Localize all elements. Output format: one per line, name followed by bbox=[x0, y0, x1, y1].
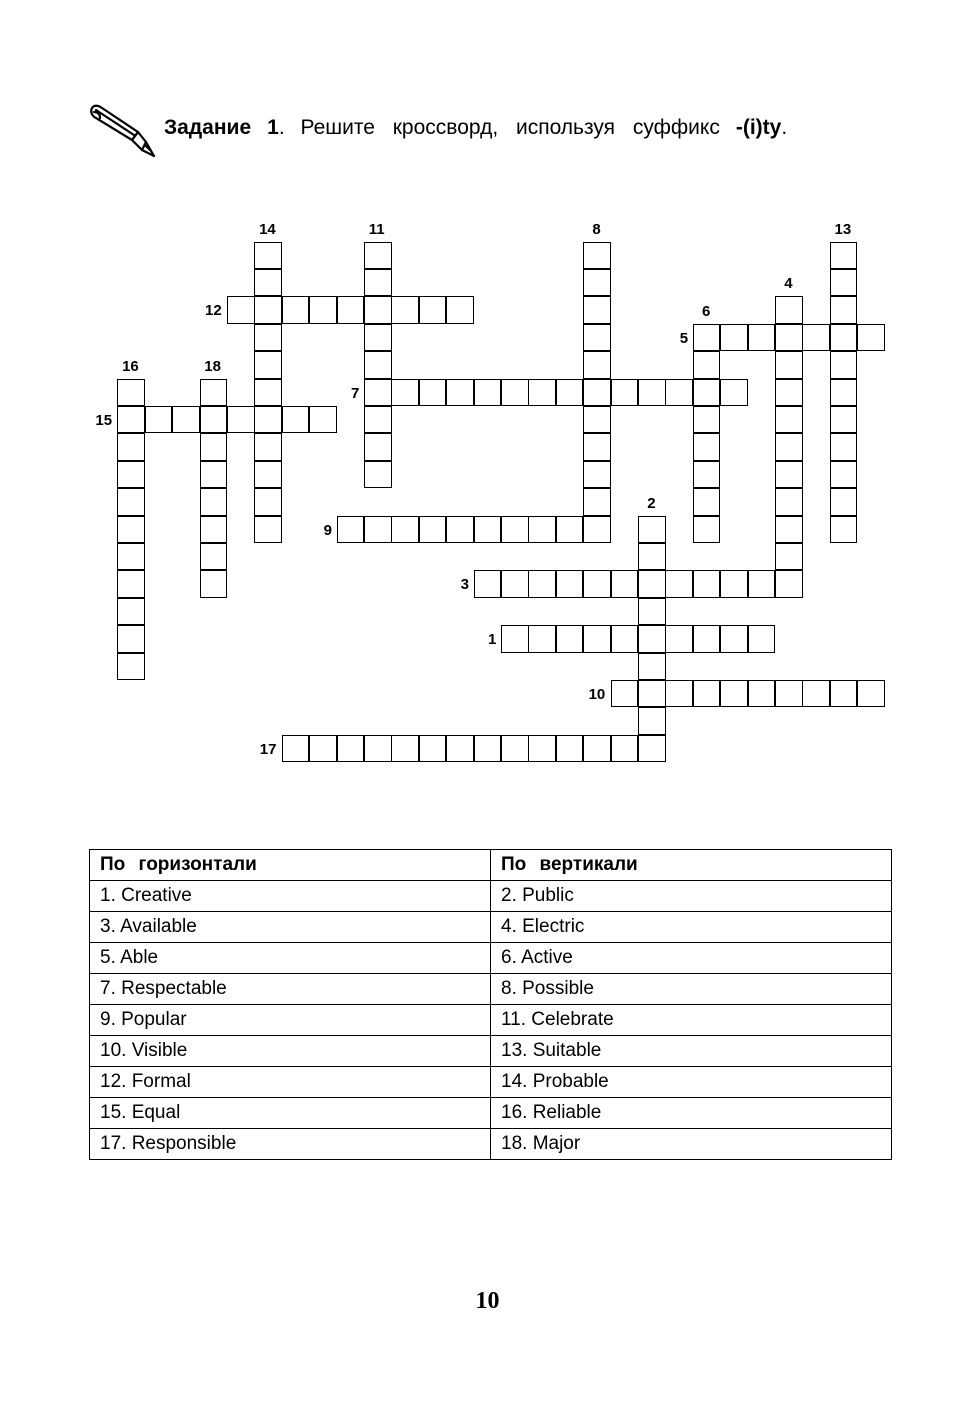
crossword-cell[interactable] bbox=[528, 379, 556, 407]
clue-number-9: 9 bbox=[323, 521, 332, 539]
crossword-cell[interactable] bbox=[446, 735, 474, 763]
crossword-cell[interactable] bbox=[364, 735, 392, 763]
down-clue: 16. Reliable bbox=[491, 1098, 892, 1129]
crossword-cell[interactable] bbox=[337, 296, 365, 324]
crossword-cell[interactable] bbox=[748, 680, 776, 708]
crossword-cell[interactable] bbox=[775, 461, 803, 489]
down-clue: 6. Active bbox=[491, 943, 892, 974]
crossword-cell[interactable] bbox=[583, 351, 611, 379]
crossword-cell[interactable] bbox=[638, 543, 666, 571]
crossword-cell[interactable] bbox=[830, 433, 858, 461]
crossword-cell[interactable] bbox=[748, 570, 776, 598]
crossword-cell[interactable] bbox=[720, 625, 748, 653]
crossword-cell[interactable] bbox=[337, 516, 365, 544]
crossword-cell[interactable] bbox=[254, 296, 282, 324]
crossword-cell[interactable] bbox=[200, 543, 228, 571]
crossword-cell[interactable] bbox=[254, 351, 282, 379]
crossword-cell[interactable] bbox=[254, 433, 282, 461]
crossword-cell[interactable] bbox=[693, 379, 721, 407]
crossword-cell[interactable] bbox=[583, 488, 611, 516]
crossword-cell[interactable] bbox=[583, 269, 611, 297]
crossword-cell[interactable] bbox=[117, 379, 145, 407]
crossword-cell[interactable] bbox=[145, 406, 173, 434]
crossword-cell[interactable] bbox=[501, 735, 529, 763]
crossword-cell[interactable] bbox=[556, 625, 584, 653]
crossword-cell[interactable] bbox=[117, 433, 145, 461]
clue-row bbox=[90, 1098, 892, 1129]
crossword-cell[interactable] bbox=[775, 379, 803, 407]
clue-number-2: 2 bbox=[647, 494, 656, 512]
crossword-cell[interactable] bbox=[117, 406, 145, 434]
crossword-cell[interactable] bbox=[419, 296, 447, 324]
across-clue: 12. Formal bbox=[90, 1067, 491, 1098]
task-end: . bbox=[781, 116, 788, 139]
across-clue: 7. Respectable bbox=[90, 974, 491, 1005]
crossword-cell[interactable] bbox=[775, 406, 803, 434]
clue-row bbox=[90, 943, 892, 974]
crossword-cell[interactable] bbox=[419, 379, 447, 407]
crossword-cell[interactable] bbox=[117, 461, 145, 489]
crossword-cell[interactable] bbox=[254, 242, 282, 270]
crossword-cell[interactable] bbox=[830, 351, 858, 379]
crossword-cell[interactable] bbox=[309, 296, 337, 324]
crossword-cell[interactable] bbox=[364, 242, 392, 270]
crossword-cell[interactable] bbox=[611, 680, 639, 708]
crossword-cell[interactable] bbox=[665, 680, 693, 708]
crossword-cell[interactable] bbox=[720, 379, 748, 407]
crossword-cell[interactable] bbox=[748, 625, 776, 653]
clue-number-8: 8 bbox=[592, 220, 601, 238]
crossword-cell[interactable] bbox=[611, 379, 639, 407]
crossword-cell[interactable] bbox=[200, 461, 228, 489]
crossword-cell[interactable] bbox=[227, 406, 255, 434]
crossword-cell[interactable] bbox=[693, 406, 721, 434]
crossword-cell[interactable] bbox=[830, 379, 858, 407]
across-clue: 9. Popular bbox=[90, 1005, 491, 1036]
task-number: 1 bbox=[267, 116, 279, 139]
crossword-cell[interactable] bbox=[611, 570, 639, 598]
crossword-cell[interactable] bbox=[254, 379, 282, 407]
crossword-cell[interactable] bbox=[528, 625, 556, 653]
crossword-cell[interactable] bbox=[830, 461, 858, 489]
crossword-cell[interactable] bbox=[391, 379, 419, 407]
crossword-cell[interactable] bbox=[775, 543, 803, 571]
crossword-cell[interactable] bbox=[474, 735, 502, 763]
crossword-cell[interactable] bbox=[556, 735, 584, 763]
crossword-cell[interactable] bbox=[117, 598, 145, 626]
crossword-cell[interactable] bbox=[528, 735, 556, 763]
crossword-cell[interactable] bbox=[830, 296, 858, 324]
crossword-cell[interactable] bbox=[720, 570, 748, 598]
crossword-cell[interactable] bbox=[364, 324, 392, 352]
crossword-cell[interactable] bbox=[309, 406, 337, 434]
crossword-cell[interactable] bbox=[693, 351, 721, 379]
page-number: 10 bbox=[475, 1288, 500, 1314]
crossword-cell[interactable] bbox=[556, 516, 584, 544]
crossword-cell[interactable] bbox=[474, 379, 502, 407]
crossword-cell[interactable] bbox=[583, 735, 611, 763]
crossword-cell[interactable] bbox=[720, 680, 748, 708]
crossword-cell[interactable] bbox=[638, 379, 666, 407]
clue-number-10: 10 bbox=[588, 685, 606, 703]
crossword-cell[interactable] bbox=[446, 296, 474, 324]
crossword-cell[interactable] bbox=[638, 625, 666, 653]
crossword-cell[interactable] bbox=[117, 625, 145, 653]
clue-row bbox=[90, 1036, 892, 1067]
crossword-cell[interactable] bbox=[583, 570, 611, 598]
crossword-cell[interactable] bbox=[446, 379, 474, 407]
crossword-cell[interactable] bbox=[254, 269, 282, 297]
clue-number-12: 12 bbox=[205, 302, 222, 320]
crossword-cell[interactable] bbox=[282, 735, 310, 763]
clue-row bbox=[90, 1129, 892, 1160]
crossword-cell[interactable] bbox=[693, 324, 721, 352]
crossword-cell[interactable] bbox=[830, 516, 858, 544]
clue-row bbox=[90, 881, 892, 912]
crossword-cell[interactable] bbox=[254, 516, 282, 544]
task-suffix: -(i)ty bbox=[735, 116, 782, 139]
crossword-cell[interactable] bbox=[775, 488, 803, 516]
across-clue: 17. Responsible bbox=[90, 1129, 491, 1160]
crossword-cell[interactable] bbox=[802, 680, 830, 708]
clue-number-6: 6 bbox=[702, 302, 711, 320]
crossword-cell[interactable] bbox=[364, 379, 392, 407]
crossword-cell[interactable] bbox=[172, 406, 200, 434]
crossword-cell[interactable] bbox=[693, 461, 721, 489]
down-clue: 2. Public bbox=[491, 881, 892, 912]
crossword-cell[interactable] bbox=[391, 735, 419, 763]
crossword-cell[interactable] bbox=[227, 296, 255, 324]
crossword-cell[interactable] bbox=[254, 461, 282, 489]
crossword-cell[interactable] bbox=[665, 379, 693, 407]
crossword-cell[interactable] bbox=[583, 296, 611, 324]
crossword-cell[interactable] bbox=[117, 516, 145, 544]
crossword-cell[interactable] bbox=[830, 406, 858, 434]
crossword-cell[interactable] bbox=[857, 324, 885, 352]
crossword-cell[interactable] bbox=[200, 379, 228, 407]
crossword-cell[interactable] bbox=[501, 570, 529, 598]
crossword-cell[interactable] bbox=[117, 653, 145, 681]
clue-number-5: 5 bbox=[679, 329, 689, 347]
crossword-cell[interactable] bbox=[419, 516, 447, 544]
crossword-cell[interactable] bbox=[775, 433, 803, 461]
clue-number-18: 18 bbox=[204, 357, 221, 375]
crossword-cell[interactable] bbox=[254, 488, 282, 516]
crossword-cell[interactable] bbox=[528, 516, 556, 544]
crossword-cell[interactable] bbox=[364, 351, 392, 379]
clue-number-16: 16 bbox=[122, 357, 139, 375]
clue-number-7: 7 bbox=[351, 384, 360, 402]
crossword-cell[interactable] bbox=[775, 680, 803, 708]
clue-row bbox=[90, 1005, 892, 1036]
crossword-cell[interactable] bbox=[364, 516, 392, 544]
crossword-cell[interactable] bbox=[583, 625, 611, 653]
crossword-cell[interactable] bbox=[830, 324, 858, 352]
crossword-cell[interactable] bbox=[501, 625, 529, 653]
down-clue: 14. Probable bbox=[491, 1067, 892, 1098]
crossword-cell[interactable] bbox=[501, 516, 529, 544]
crossword-cell[interactable] bbox=[775, 324, 803, 352]
crossword-cell[interactable] bbox=[583, 242, 611, 270]
clue-number-1: 1 bbox=[488, 631, 497, 649]
crossword-cell[interactable] bbox=[117, 570, 145, 598]
crossword-cell[interactable] bbox=[583, 324, 611, 352]
clue-number-15: 15 bbox=[95, 411, 113, 429]
task-text: Решите кроссворд, используя суффикс bbox=[300, 116, 720, 139]
across-clue: 5. Able bbox=[90, 943, 491, 974]
down-clue: 8. Possible bbox=[491, 974, 892, 1005]
across-clue: 10. Visible bbox=[90, 1036, 491, 1067]
crossword-cell[interactable] bbox=[693, 625, 721, 653]
crossword-cell[interactable] bbox=[583, 433, 611, 461]
crossword-cell[interactable] bbox=[638, 735, 666, 763]
crossword-cell[interactable] bbox=[556, 570, 584, 598]
crossword-cell[interactable] bbox=[364, 433, 392, 461]
clues-table bbox=[89, 849, 892, 1160]
clue-number-11: 11 bbox=[368, 220, 385, 238]
crossword-cell[interactable] bbox=[748, 324, 776, 352]
crossword-cell[interactable] bbox=[638, 680, 666, 708]
crossword-cell[interactable] bbox=[665, 570, 693, 598]
crossword-cell[interactable] bbox=[775, 296, 803, 324]
crossword-cell[interactable] bbox=[419, 735, 447, 763]
crossword-cell[interactable] bbox=[638, 516, 666, 544]
crossword-cell[interactable] bbox=[254, 324, 282, 352]
crossword-cell[interactable] bbox=[200, 516, 228, 544]
crossword-cell[interactable] bbox=[857, 680, 885, 708]
crossword-cell[interactable] bbox=[775, 516, 803, 544]
crossword-cell[interactable] bbox=[364, 269, 392, 297]
down-header: По вертикали bbox=[491, 850, 892, 881]
clue-number-4: 4 bbox=[784, 275, 793, 293]
crossword-cell[interactable] bbox=[583, 406, 611, 434]
crossword-cell[interactable] bbox=[638, 707, 666, 735]
crossword-cell[interactable] bbox=[200, 488, 228, 516]
crossword-cell[interactable] bbox=[830, 242, 858, 270]
crossword-cell[interactable] bbox=[200, 570, 228, 598]
crossword-cell[interactable] bbox=[693, 488, 721, 516]
crossword-cell[interactable] bbox=[830, 488, 858, 516]
task-instruction: Задание 1. Решите кроссворд, используя суффикс -(i)ty. bbox=[164, 116, 788, 139]
crossword-cell[interactable] bbox=[117, 543, 145, 571]
crossword-cell[interactable] bbox=[282, 296, 310, 324]
clue-number-13: 13 bbox=[834, 220, 852, 238]
crossword-cell[interactable] bbox=[556, 379, 584, 407]
clue-row bbox=[90, 912, 892, 943]
crossword-cell[interactable] bbox=[693, 570, 721, 598]
crossword-cell[interactable] bbox=[583, 461, 611, 489]
down-clue: 18. Major bbox=[491, 1129, 892, 1160]
crossword-cell[interactable] bbox=[802, 324, 830, 352]
crossword-cell[interactable] bbox=[474, 570, 502, 598]
clue-number-17: 17 bbox=[259, 740, 277, 758]
crossword-cell[interactable] bbox=[446, 516, 474, 544]
crossword-cell[interactable] bbox=[391, 296, 419, 324]
crossword-cell[interactable] bbox=[200, 433, 228, 461]
crossword-cell[interactable] bbox=[830, 269, 858, 297]
crossword-cell[interactable] bbox=[775, 351, 803, 379]
crossword-cell[interactable] bbox=[638, 598, 666, 626]
crossword-cell[interactable] bbox=[200, 406, 228, 434]
crossword-cell[interactable] bbox=[611, 735, 639, 763]
clue-number-3: 3 bbox=[460, 576, 469, 594]
crossword-cell[interactable] bbox=[364, 296, 392, 324]
crossword-cell[interactable] bbox=[720, 324, 748, 352]
clue-row bbox=[90, 1067, 892, 1098]
crossword-cell[interactable] bbox=[830, 680, 858, 708]
across-clue: 3. Available bbox=[90, 912, 491, 943]
crossword-cell[interactable] bbox=[638, 570, 666, 598]
across-clue: 15. Equal bbox=[90, 1098, 491, 1129]
crossword-cell[interactable] bbox=[583, 379, 611, 407]
crossword-cell[interactable] bbox=[775, 570, 803, 598]
crossword-cell[interactable] bbox=[364, 461, 392, 489]
down-clue: 13. Suitable bbox=[491, 1036, 892, 1067]
crossword-cell[interactable] bbox=[282, 406, 310, 434]
crossword-cell[interactable] bbox=[583, 516, 611, 544]
crossword-cell[interactable] bbox=[254, 406, 282, 434]
crossword-cell[interactable] bbox=[665, 625, 693, 653]
crossword-cell[interactable] bbox=[337, 735, 365, 763]
down-clue: 4. Electric bbox=[491, 912, 892, 943]
down-clue: 11. Celebrate bbox=[491, 1005, 892, 1036]
task-label: Задание bbox=[164, 116, 252, 139]
across-header: По горизонтали bbox=[90, 850, 491, 881]
crossword-cell[interactable] bbox=[117, 488, 145, 516]
crossword-cell[interactable] bbox=[611, 625, 639, 653]
crossword-cell[interactable] bbox=[364, 406, 392, 434]
clue-number-14: 14 bbox=[259, 220, 276, 238]
crossword-cell[interactable] bbox=[501, 379, 529, 407]
crossword-cell[interactable] bbox=[474, 516, 502, 544]
crossword-cell[interactable] bbox=[391, 516, 419, 544]
crossword-cell[interactable] bbox=[693, 680, 721, 708]
clue-row bbox=[90, 974, 892, 1005]
crossword-cell[interactable] bbox=[638, 653, 666, 681]
crossword-cell[interactable] bbox=[309, 735, 337, 763]
crossword-cell[interactable] bbox=[528, 570, 556, 598]
crossword-cell[interactable] bbox=[693, 516, 721, 544]
across-clue: 1. Creative bbox=[90, 881, 491, 912]
crossword-cell[interactable] bbox=[693, 433, 721, 461]
